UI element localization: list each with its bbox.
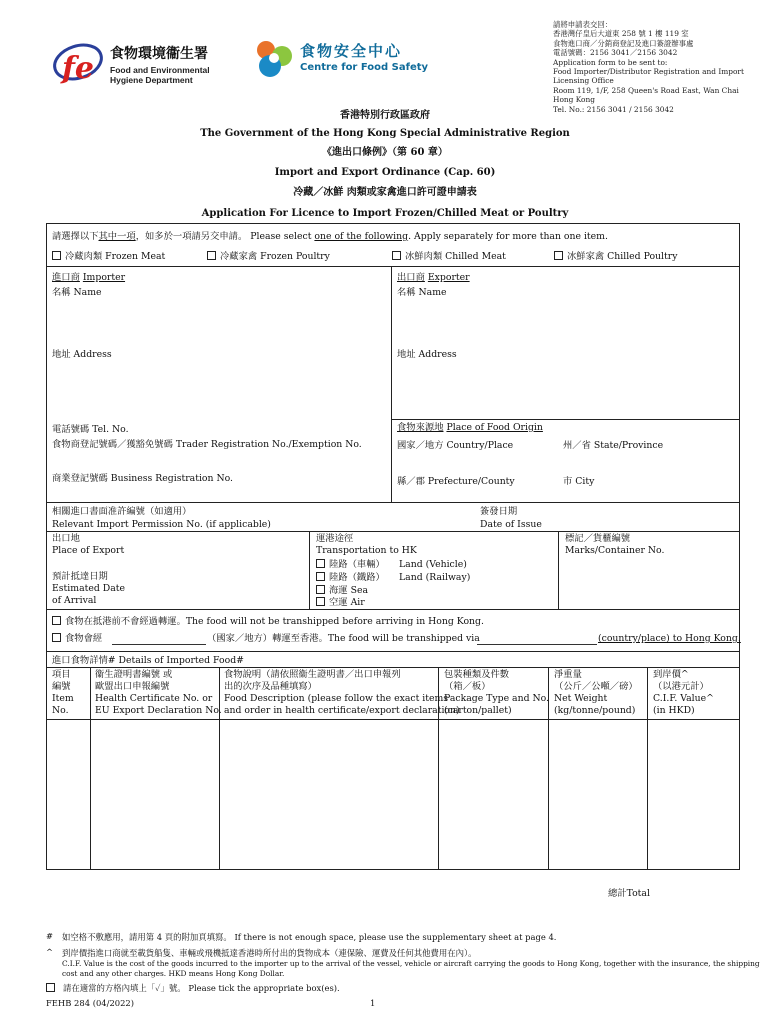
checkbox[interactable] xyxy=(316,597,325,606)
fehd-logo xyxy=(48,40,248,90)
ordinance-en: Import and Export Ordinance (Cap. 60) xyxy=(274,167,496,178)
issue-date-label-zh: 簽發日期 xyxy=(480,506,518,517)
transport-option-railway[interactable]: 陸路（鐵路） xyxy=(316,572,385,584)
note-caret-zh: 到岸價指進口商就至載貨船隻、車輛或飛機抵達香港時所付出的貨物成本（連保險、運費及任何其他費用在內）。 xyxy=(62,948,477,958)
checkbox[interactable] xyxy=(316,572,325,581)
marks-field[interactable]: Marks/Container No. xyxy=(565,545,665,556)
exporter-heading: 出口商 Exporter xyxy=(397,272,470,283)
divider xyxy=(46,719,740,720)
gov-title-en: The Government of the Hong Kong Special Administrative Region xyxy=(200,128,570,139)
divider xyxy=(46,667,740,668)
divider xyxy=(391,266,392,502)
checkbox[interactable] xyxy=(316,585,325,594)
details-body-net-weight[interactable] xyxy=(554,722,644,868)
origin-country-field[interactable]: 國家／地方 Country/Place xyxy=(397,440,514,451)
col-header-net-weight: 淨重量 （公斤／公噸／磅） Net Weight (kg/tonne/pound) xyxy=(554,669,638,717)
transport-label-zh: 運港途徑 xyxy=(316,533,354,544)
divider xyxy=(46,651,740,652)
cfs-name-zh: 食物安全中心 xyxy=(300,42,403,60)
fehd-emblem-icon xyxy=(48,40,106,90)
divider xyxy=(46,609,740,610)
details-body-item[interactable] xyxy=(52,722,90,868)
issue-date-field[interactable]: Date of Issue xyxy=(480,519,542,530)
form-number: FEHB 284 (04/2022) xyxy=(46,998,135,1008)
frame-top xyxy=(46,223,740,224)
form-title-en: Application For Licence to Import Frozen/Chilled Meat or Poultry xyxy=(201,208,569,219)
transport-option-air[interactable]: 空運 Air xyxy=(316,597,365,609)
exporter-name-field[interactable]: 名稱 Name xyxy=(397,287,447,298)
tranship-yes-text-end: (country/place) to Hong Kong. xyxy=(598,633,741,644)
option-frozen-poultry[interactable]: 冷藏家禽 Frozen Poultry xyxy=(207,251,330,263)
origin-city-field[interactable]: 市 City xyxy=(563,476,595,487)
export-place-label: 出口地 xyxy=(52,533,80,544)
transport-option-vehicle[interactable]: 陸路（車輛） xyxy=(316,559,385,571)
permission-field[interactable]: Relevant Import Permission No. (if applicable) xyxy=(52,519,271,530)
col-divider xyxy=(647,667,648,869)
details-body-health-cert[interactable] xyxy=(95,722,215,868)
col-header-item: 項目 編號 Item No. xyxy=(52,669,74,717)
ordinance-zh: 《進出口條例》（第 60 章） xyxy=(322,147,448,158)
importer-address-field[interactable]: 地址 Address xyxy=(52,349,112,360)
note-caret-en-2: cost and any other charges. HKD means Hong Kong Dollar. xyxy=(62,969,285,978)
fehd-name-zh: 食物環境衞生署 xyxy=(110,46,208,62)
importer-trader-reg-field[interactable]: 食物商登記號碼／獲豁免號碼 Trader Registration No./Exemption No. xyxy=(52,439,362,450)
total-label: 總計Total xyxy=(608,888,650,899)
note-caret-en-1: C.I.F. Value is the cost of the goods incurred to the importer up to the arrival of the vessel, vehicle or aircraft carrying the goods to Hong Kong, together with the insurance, the shipping xyxy=(62,959,760,968)
exporter-address-field[interactable]: 地址 Address xyxy=(397,349,457,360)
divider xyxy=(391,419,739,420)
note-hash: 如空格不敷應用，請用第 4 頁的附加頁填寫。 If there is not enough space, please use the supplementary sheet at page 4. xyxy=(62,932,557,942)
transport-option-vehicle-en: Land (Vehicle) xyxy=(399,559,467,570)
col-divider xyxy=(90,667,91,869)
tranship-yes-option[interactable]: 食物會經 xyxy=(52,633,102,645)
col-header-health-cert: 衞生證明書編號 或 歐盟出口申報編號 Health Certificate No. or EU Export Declaration No. xyxy=(95,669,222,717)
divider xyxy=(46,531,740,532)
note-caret-mark: ^ xyxy=(46,947,54,957)
note-hash-mark: # xyxy=(46,931,54,941)
transport-option-sea[interactable]: 海運 Sea xyxy=(316,585,368,597)
checkbox[interactable] xyxy=(316,559,325,568)
arrival-label: 預計抵達日期 xyxy=(52,571,108,582)
permission-label-zh: 相關進口書面准許編號（如適用） xyxy=(52,506,192,517)
details-body-package[interactable] xyxy=(444,722,544,868)
origin-heading: 食物來源地 Place of Food Origin xyxy=(397,422,543,433)
checkbox-sample xyxy=(46,983,55,992)
col-header-description: 食物說明（請依照衞生證明書／出口申報列 出的次序及品種填寫） Food Description (please follow the exact items and order in health certificate/export declaration) xyxy=(224,669,460,717)
option-chilled-meat[interactable]: 冰鮮肉類 Chilled Meat xyxy=(392,251,506,263)
cfs-logo xyxy=(252,36,442,81)
fehd-name-en: Food and Environmental Hygiene Department xyxy=(110,65,210,85)
transport-label-en: Transportation to HK xyxy=(316,545,417,556)
origin-state-field[interactable]: 州／省 State/Province xyxy=(563,440,664,451)
importer-heading: 進口商 Importer xyxy=(52,272,126,283)
checkbox[interactable] xyxy=(207,251,216,260)
divider xyxy=(46,266,740,267)
svg-text:fe: fe xyxy=(62,51,94,86)
checkbox[interactable] xyxy=(52,251,61,260)
checkbox[interactable] xyxy=(52,633,61,642)
frame-right xyxy=(739,223,740,870)
option-frozen-meat[interactable]: 冷藏肉類 Frozen Meat xyxy=(52,251,165,263)
tranship-place-blank[interactable] xyxy=(112,644,206,645)
details-heading: 進口食物詳情# Details of Imported Food# xyxy=(52,655,244,666)
origin-prefecture-field[interactable]: 縣／郡 Prefecture/County xyxy=(397,476,515,487)
frame-left xyxy=(46,223,47,870)
divider xyxy=(309,531,310,609)
option-chilled-poultry[interactable]: 冰鮮家禽 Chilled Poultry xyxy=(554,251,677,263)
col-header-package: 包裝種類及件數 （箱／板） Package Type and No. (carton/pallet) xyxy=(444,669,549,717)
divider xyxy=(46,502,740,503)
cfs-emblem-icon xyxy=(252,36,297,81)
return-address: 請將申請表交回： 香港灣仔皇后大道東 258 號 1 樓 119 室 食物進口商／分銷商登記及進口簽證辦事處 電話號碼：2156 3041／2156 3042 Application form to be sent to: Food Importer/Distributor Registration and Import Licensing Office Room 119, 1/F, 258 Queen's Road East, Wan Chai Hong Kong Tel. No.: 2156 3041 / 2156 3042 xyxy=(553,20,744,114)
gov-title-zh: 香港特別行政區政府 xyxy=(340,110,430,121)
tranship-via-blank[interactable] xyxy=(477,644,597,645)
selection-prompt: 請選擇以下其中一項，如多於一項請另交申請。 Please select one of the following. Apply separately for more than one item. xyxy=(52,231,608,242)
frame-bottom xyxy=(46,869,740,870)
arrival-field[interactable]: Estimated Date of Arrival xyxy=(52,583,126,606)
details-body-cif[interactable] xyxy=(653,722,737,868)
importer-tel-field[interactable]: 電話號碼 Tel. No. xyxy=(52,424,129,435)
divider xyxy=(558,531,559,609)
checkbox[interactable] xyxy=(52,616,61,625)
col-header-cif: 到岸價^ （以港元計） C.I.F. Value^ (in HKD) xyxy=(653,669,714,717)
details-body-description[interactable] xyxy=(224,722,434,868)
checkbox[interactable] xyxy=(554,251,563,260)
tranship-no-option[interactable]: 食物在抵港前不會經過轉運。The food will not be transhipped before arriving in Hong Kong. xyxy=(52,616,484,628)
importer-business-reg-field[interactable]: 商業登記號碼 Business Registration No. xyxy=(52,473,233,484)
note-tick: 請在適當的方格內填上「✓」號。 Please tick the appropriate box(es). xyxy=(46,983,340,994)
cfs-name-en: Centre for Food Safety xyxy=(300,62,429,73)
marks-label-zh: 標記／貨櫃編號 xyxy=(565,533,631,544)
importer-name-field[interactable]: 名稱 Name xyxy=(52,287,102,298)
checkbox[interactable] xyxy=(392,251,401,260)
tranship-yes-text: （國家／地方）轉運至香港。The food will be transhipped via xyxy=(207,633,480,644)
export-place-field[interactable]: Place of Export xyxy=(52,545,125,556)
form-title-zh: 冷藏／冰鮮 肉類或家禽進口許可證申請表 xyxy=(293,187,477,198)
transport-option-railway-en: Land (Railway) xyxy=(399,572,471,583)
page-number: 1 xyxy=(370,998,376,1008)
